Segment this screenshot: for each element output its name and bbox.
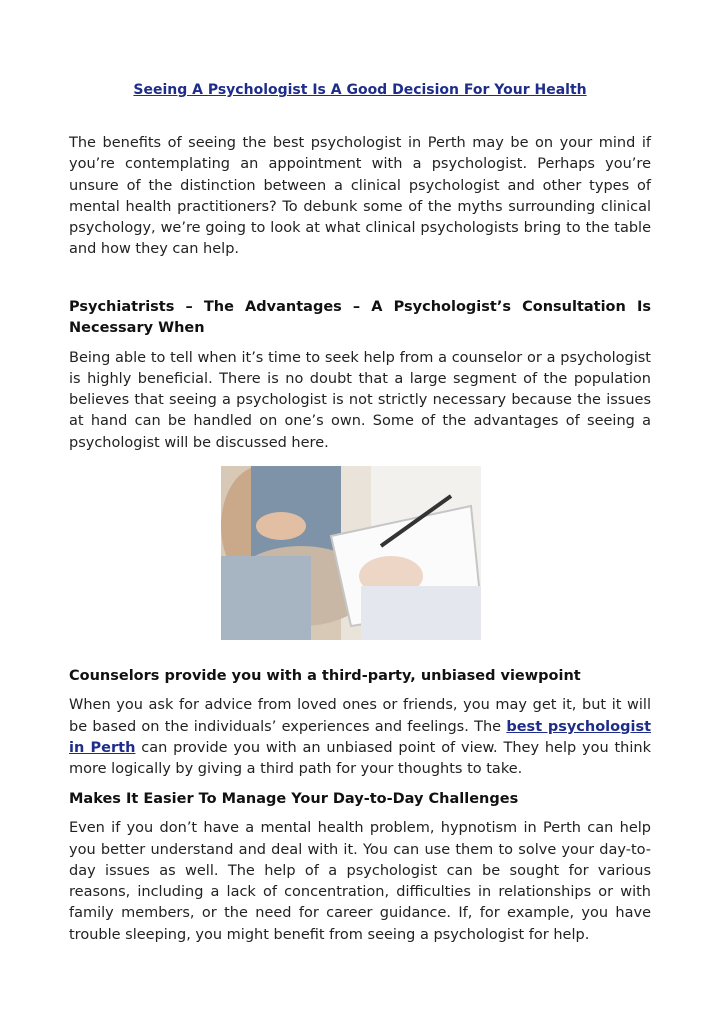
best-psychologist-link[interactable]: best psychologist in Perth: [69, 718, 652, 756]
body-text: When you ask for advice from loved ones or friends, you may get it, but it will be based on the individuals’ experiences and feelings. The: [69, 697, 651, 735]
section-body-unbiased: [69, 695, 651, 780]
section-body-challenges: Even if you don’t have a mental health problem, hypnotism in Perth can help you better understand and deal with it. You can use them to solve your day-to-day issues as well. The help of a psychologist can be sought for various reasons, including a lack of concentration, difficulties in relationships or with family members, or the need for career guidance. If, for example, you have trouble sleeping, you might benefit from seeing a psychologist for help.: [69, 820, 651, 943]
intro-paragraph: The benefits of seeing the best psychologist in Perth may be on your mind if you’re contemplating an appointment with a psychologist. Perhaps you’re unsure of the distinction between a clinical psychologist and other types of mental health practitioners? To debunk some of the myths surrounding clinical psychology, we’re going to look at what clinical psychologists bring to the table and how they can help.: [69, 135, 651, 258]
section-unbiased: [69, 666, 651, 780]
intro-section: [69, 133, 651, 261]
section-advantages: [69, 297, 651, 454]
body-text: can provide you with an unbiased point of view. They help you think more logically by giving a third path for your thoughts to take.: [69, 739, 651, 778]
section-heading-challenges: Makes It Easier To Manage Your Day-to-Day Challenges: [69, 791, 519, 807]
section-body-advantages: Being able to tell when it’s time to seek help from a counselor or a psychologist is highly beneficial. There is no doubt that a large segment of the population believes that seeing a psychologist is not strictly necessary because the issues at hand can be handled on one’s own. Some of the advantages of seeing a psychologist will be discussed here.: [69, 349, 651, 451]
section-heading-unbiased: Counselors provide you with a third-party, unbiased viewpoint: [69, 668, 581, 684]
section-challenges: [69, 789, 651, 946]
section-heading-advantages: Psychiatrists – The Advantages – A Psychologist’s Consultation Is Necessary When: [69, 299, 651, 337]
consultation-photo: [221, 466, 481, 640]
page-title: Seeing A Psychologist Is A Good Decision For Your Health: [133, 82, 587, 98]
